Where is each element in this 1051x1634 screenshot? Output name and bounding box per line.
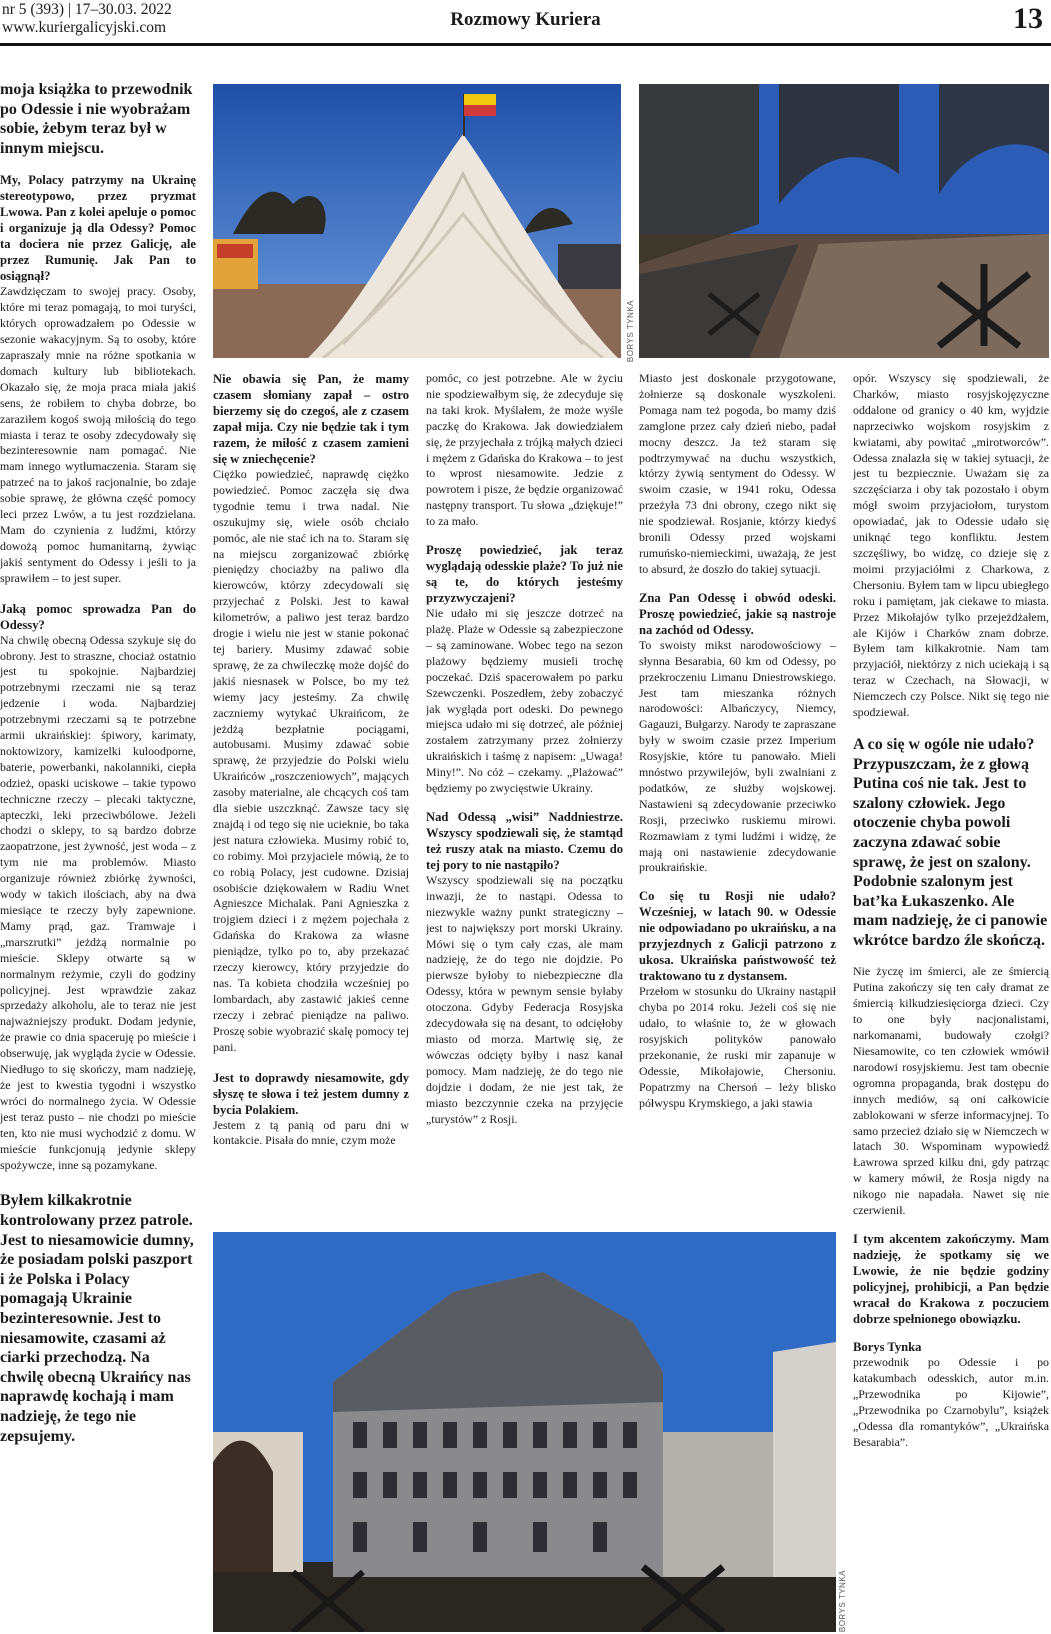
section-title: Rozmowy Kuriera xyxy=(450,9,601,30)
question: Co się tu Rosji nie udało? Wcześniej, w latach 90. w Odessie nie odpowiadano po ukraińsku, a na przyjezdnych z Galicji patrzono z ukosa. Ukraińska państwowość też traktowano tu z dystansem. xyxy=(639,889,836,984)
question: Zna Pan Odessę i obwód odeski. Proszę powiedzieć, jakie są nastroje na zachód od Odessy. xyxy=(639,590,836,637)
issue-number: nr 5 (393) | 17–30.03. 2022 xyxy=(2,1,172,18)
photo-sandbag-monument xyxy=(213,84,621,358)
question: Jest to doprawdy niesamowite, gdy słyszę te słowa i też jestem dumny z bycia Polakiem. xyxy=(213,1070,409,1117)
author-bio: przewodnik po Odessie i po katakumbach odesskich, autor m.in. „Przewodnika po Kijowie”, „Przewodnika po Czarnobylu”, książek „Odessa dla romantyków”, „Ukraińska Besarabia”. xyxy=(853,1354,1049,1449)
question: Nad Odessą „wisi” Naddniestrze. Wszyscy spodziewali się, że stamtąd też ruszy atak na miasto. Czemu do tej pory to nie nastąpiło? xyxy=(426,809,623,872)
question: Nie obawia się Pan, że mamy czasem słomiany zapał – ostro bierzemy się do czegoś, ale z czasem zapał mija. Czy nie będzie tak i tym razem, że miłość z czasem zamieni się w zniechęcenie? xyxy=(213,372,409,466)
author-name: Borys Tynka xyxy=(853,1339,922,1354)
answer: Nie udało mi się jeszcze dotrzeć na plażę. Plaże w Odessie są zabezpieczone – są zaminowane. Wobec tego na sezon plażowy będziemy musieli trochę poczekać. Dziś spacerowałem po parku Szewczenki. Poszedłem, żeby zobaczyć jak wygląda port odeski. Do pewnego miejsca udało mi się dotrzeć, ale później zostałem zatrzymany przez żołnierzy ukraińskich i taśmę z napisem: „Uwaga! Miny!”. No cóż – czekamy. „Plażować” będziemy po zwycięstwie Ukrainy. xyxy=(426,606,623,796)
pull-quote-right: A co się w ogóle nie udało? Przypuszczam, że z głową Putina coś nie tak. Jest to szalony człowiek. Jego otoczenie chyba powoli zaczyna zdawać sobie sprawę, że jest on szalony. Podobnie szalonym jest bat’ka Łukaszenko. Ale mam nadzieję, że ci panowie wkrótce bardzo źle skończą. xyxy=(853,735,1048,949)
page-number: 13 xyxy=(1013,2,1043,35)
column-4 xyxy=(639,371,836,1223)
answer: Nie życzę im śmierci, ale ze śmiercią Putina zakończy się ten cały dramat ze śmiercią kilkudziesięciorga dzieci. Czy to one były nacjonalistami, narkomanami, budowały czołgi? Niesamowite, co ten człowiek wmówił narodowi rosyjskiemu. Jest tam obecnie ogromna propaganda, brak dostępu do innych mediów, są oni całkowicie zablokowani w sferze informacyjnej. To samo przecież działo się w Niemczech w latach 30. Wspominam wypowiedź Ławrowa sprzed kilku dni, gdy patrząc w kamery mówił, że Rosja nigdy na nikogo nie napadała. Nawet się nie czerwienił. xyxy=(853,964,1049,1218)
answer: Miasto jest doskonale przygotowane, żołnierze są doskonale wyszkoleni. Pomaga nam też pogoda, bo mamy dziś zamglone przez cały dzień niebo, padał mocny deszcz. Ja też staram się podtrzymywać na duchu wszystkich, którzy żywią sentyment do Odessy. W swoim czasie, w 1941 roku, Odessa przeżyła 73 dni obrony, czego nikt się nie spodziewał. Rosjanie, którzy kiedyś bronili Odessy przed wojskami rumuńsko-niemieckimi, uważają, że jest to absurd, że doszło do takiej sytuacji. xyxy=(639,371,836,576)
answer: Jestem z tą panią od paru dni w kontakcie. Pisała do mnie, czym może xyxy=(213,1117,409,1148)
pull-quote-top: moja książka to przewodnik po Odessie i nie wyobrażam sobie, żebym teraz był w innym miejscu. xyxy=(0,81,193,157)
photo-credit: BORYS TYNKA xyxy=(838,1570,847,1633)
header-rule xyxy=(0,43,1051,46)
photo-street-barriers xyxy=(639,84,1049,358)
answer: Wszyscy spodziewali się na początku inwazji, że to nastąpi. Odessa to niezwykle ważny punkt strategiczny – jest to największy port morski Ukrainy. Mówi się o tym cały czas, ale mam nadzieję, że do tego nie dojdzie. Po pierwsze byłoby to niebezpieczne dla Odessy, która w pewnym sensie byłaby otoczona. Gdyby Federacja Rosyjska zdecydowała się na desant, to odcięłoby miasto od morza. Martwię się, że wówczas odcięty byłby i nasz kanał pomocy. Mam nadzieję, że do tego nie dojdzie i dodam, że nie jest tak, że miasto bezczynnie czeka na przyjęcie „turystów” z Rosji. xyxy=(426,872,623,1126)
column-5 xyxy=(853,371,1049,1631)
closing-question: I tym akcentem zakończymy. Mam nadzieję, że spotkamy się we Lwowie, że nie będzie godziny policyjnej, prohibicji, a Pan będzie wracał do Krakowa z poczuciem dobrze spełnionego obowiązku. xyxy=(853,1231,1049,1326)
site-url[interactable]: www.kuriergalicyjski.com xyxy=(2,19,167,36)
answer: Zawdzięczam to swojej pracy. Osoby, które mi teraz pomagają, to moi turyści, których oprowadzałem po Odessie w sezonie wakacyjnym. Są to osoby, które zapraszały mnie na różne spotkania w domach kultury lub bibliotekach. Okazało się, że moja praca miała jakiś sens, że robiłem to chyba dobrze, bo zaraziłem kogoś swoją miłością do tego miasta i teraz te osoby zdecydowały się bezinteresownie nam pomagać. Nie mam innego wytłumaczenia. Staram się patrzeć na to jakoś racjonalnie, bo zdaje sobie sprawę, że główna część pomocy leci przez Lwów, a tu jest rozdzielana. Mam do czynienia z ludźmi, którzy dowożą pomoc humanitarną, żywiąc jakiś sentyment do Odessy i jeśli to ja sprawiłem – to jest super. xyxy=(0,284,196,585)
page-header xyxy=(0,0,1051,44)
photo-credit: BORYS TYNKA xyxy=(626,300,635,363)
question: Proszę powiedzieć, jak teraz wyglądają odesskie plaże? To już nie są te, do których jesteśmy przyzwyczajeni? xyxy=(426,543,623,606)
answer: Na chwilę obecną Odessa szykuje się do obrony. Jest to straszne, chociaż ostatnio jest tu spokojnie. Najbardziej potrzebnymi rzeczami nie są teraz jedzenie i woda. Najbardziej potrzebnymi rzeczami są te potrzebne armii ukraińskiej: śpiwory, karimaty, noktowizory, kamizelki kuloodporne, baterie, powerbanki, nakolanniki, ciepła odzież, opaski uciskowe – takie typowo techniczne rzeczy – plecaki taktyczne, apteczki, leki przeciwbólowe. Jeżeli chodzi o sklepy, to są bardzo dobrze zaopatrzone, jest żywność, jest woda – z tym nie ma problemów. Miasto organizuje również zbiórkę żywności, wody w takich ilościach, aby na dwa miesiące te rzeczy były zapewnione. Mamy prąd, gaz. Tramwaje i „marszrutki” jeżdżą normalnie po mieście. Sklepy otwarte są w normalnym reżymie, czyli do godziny policyjnej. Jest wprawdzie zakaz sprzedaży alkoholu, ale to teraz nie jest najważniejszy produkt. Dodam jedynie, że prawie co dnia spaceruję po mieście i obserwuję, jak wygląda życie w Odessie. Niedługo to się skończy, mam nadzieję, że jest to kwestia tygodni i wszystko wróci do normalnego życia. W Odessie jest teraz pusto – nie chodzi po mieście ten, kto nie musi wychodzić z domu. W mieście funkcjonują jedynie sklepy spożywcze, inne są pozamykane. xyxy=(0,632,196,1172)
column-3 xyxy=(426,371,623,1223)
column-2 xyxy=(213,371,409,1223)
question: Jaką pomoc sprowadza Pan do Odessy? xyxy=(0,601,196,632)
column-1 xyxy=(0,80,196,1630)
answer: opór. Wszyscy się spodziewali, że Charków, miasto rosyjskojęzyczne oddalone od granicy o 40 km, wyjdzie naprzeciwko wojskom rosyjskim z kwiatami, aby powitać „mirotworców”. Odessa znalazła się w takiej sytuacji, że jest tu bezpiecznie. Uważam się za szczęściarza i oby tak pozostało i obym mógł swoim przyjaciołom, turystom opowiadać, jak to Odessie udało się uniknąć tego konfliktu. Jestem szczęśliwy, bo widzę, co dzieje się z moimi przyjaciółmi z Charkowa, z Chersoniu. Byłem tam w lipcu ubiegłego roku i pamiętam, jak ciekawe to miasta. Przez Mikołajów tylko przejeżdżałem, ale Kijów i Charków znam dobrze. Byłem tam kilkakrotnie. Nam tam przyjaciół, niektórzy z nich uciekają i są teraz w Czechach, na Słowacji, w Niemczech czy Polsce. Nikt się tego nie spodziewał. xyxy=(853,371,1049,720)
answer: To swoisty mikst narodowościowy – słynna Besarabia, 60 km od Odessy, po przekroczeniu Limanu Dniestrowskiego. Jest tam mieszanka różnych narodowości: Albańczycy, Niemcy, Gagauzi, Bułgarzy. Narody te zapraszane były w swoim czasie przez Imperium Rosyjskie, które tu panowało. Mieli mnóstwo przywilejów, byli zwalniani z podatków, ze służby wojskowej. Nastawieni są zdecydowanie przeciwko Rosji, przeciwko ruskiemu mirowi. Rozmawiam z tymi ludźmi i widzę, że mają oni nastawienie zdecydowanie proukraińskie. xyxy=(639,637,836,875)
question: My, Polacy patrzymy na Ukrainę stereotypowo, przez pryzmat Lwowa. Pan z kolei apeluje o pomoc i organizuje ją dla Odessy? Pomoc ta dociera nie przez Galicję, ale przez Rumunię. Jak Pan to osiągnął? xyxy=(0,173,196,284)
answer: pomóc, co jest potrzebne. Ale w życiu nie spodziewałbym się, że zdecyduje się na taki krok. Myślałem, że może wyśle paczkę do Krakowa. Jak dowiedziałem się, że przyjechała z trójką małych dzieci i mężem z Gdańska do Krakowa – to jest to wprost niesamowite. Jedzie z powrotem i pisze, że będzie organizować następny transport. Tu słowa „dziękuje!” to za mało. xyxy=(426,371,623,529)
pull-quote-bottom: Byłem kilkakrotnie kontrolowany przez patrole. Jest to niesamowicie dumny, że posiadam polski paszport i że Polska i Polacy pomagają Ukrainie bezinteresownie. Jest to niesamowite, czasami aż ciarki przechodzą. Na chwilę obecną Ukraińcy nas naprawdę kochają i mam nadzieję, że tego nie zepsujemy. xyxy=(0,1192,194,1445)
photo-hotel-building xyxy=(213,1232,836,1632)
answer: Przełom w stosunku do Ukrainy nastąpił chyba po 2014 roku. Jeżeli coś się nie udało, to właśnie to, że w głowach rosyjskich polityków panowało przekonanie, że ruski mir zapanuje w Odessie, Mikołajowie, Chersoniu. Popatrzmy na Chersoń – leży blisko półwyspu Krymskiego, a jaki stawia xyxy=(639,984,836,1110)
answer: Ciężko powiedzieć, naprawdę ciężko powiedzieć. Pomoc zaczęła się dwa tygodnie temu i trwa nadal. Nie oszukujmy się, wiele osób chciało pomóc, ale nie stać ich na to. Staram się na miejscu zorganizować zbiórkę pieniędzy chociażby na paliwo dla kierowców, którzy zdecydowali się przyjechać z Polski. Jest to kawał kilometrów, a paliwo jest teraz bardzo drogie i wielu nie jest w stanie pokonać tej bariery. Musimy zdawać sobie sprawę, że za chwileczkę może dojść do jakiś niesnasek w Polsce, bo my też wiemy jacy jesteśmy. Za chwilę zaczniemy wytykać Ukraińcom, że jeżdżą bezpłatnie pociągami, autobusami. Musimy zdawać sobie sprawę, że przyjedzie do Polski wielu Ukraińców „roszczeniowych”, mających zasoby materialne, ale chcących coś tam dla siebie uszczknąć. Zawsze tacy się znajdą i od tego się nie ucieknie, bo taka jest natura człowieka. Musimy robić to, co robimy. Moi przyjaciele mówią, że to co robią Polacy, jest cudowne. Dzisiaj osobiście dziękowałem w Radiu Wnet Agnieszce Michalak. Pani Agnieszka z trojgiem dzieci i z mężem pojechała z Gdańska do Krakowa za własne pieniądze, tylko po to, aby przekazać rzeczy kierowcy, który przyjedzie do nas. Ta kobieta chodziła wcześniej po lombardach, aby zastawić jakieś cenne rzeczy i zebrać pieniądze na paliwo. Proszę sobie wyobrazić skalę pomocy tej pani. xyxy=(213,467,409,1054)
